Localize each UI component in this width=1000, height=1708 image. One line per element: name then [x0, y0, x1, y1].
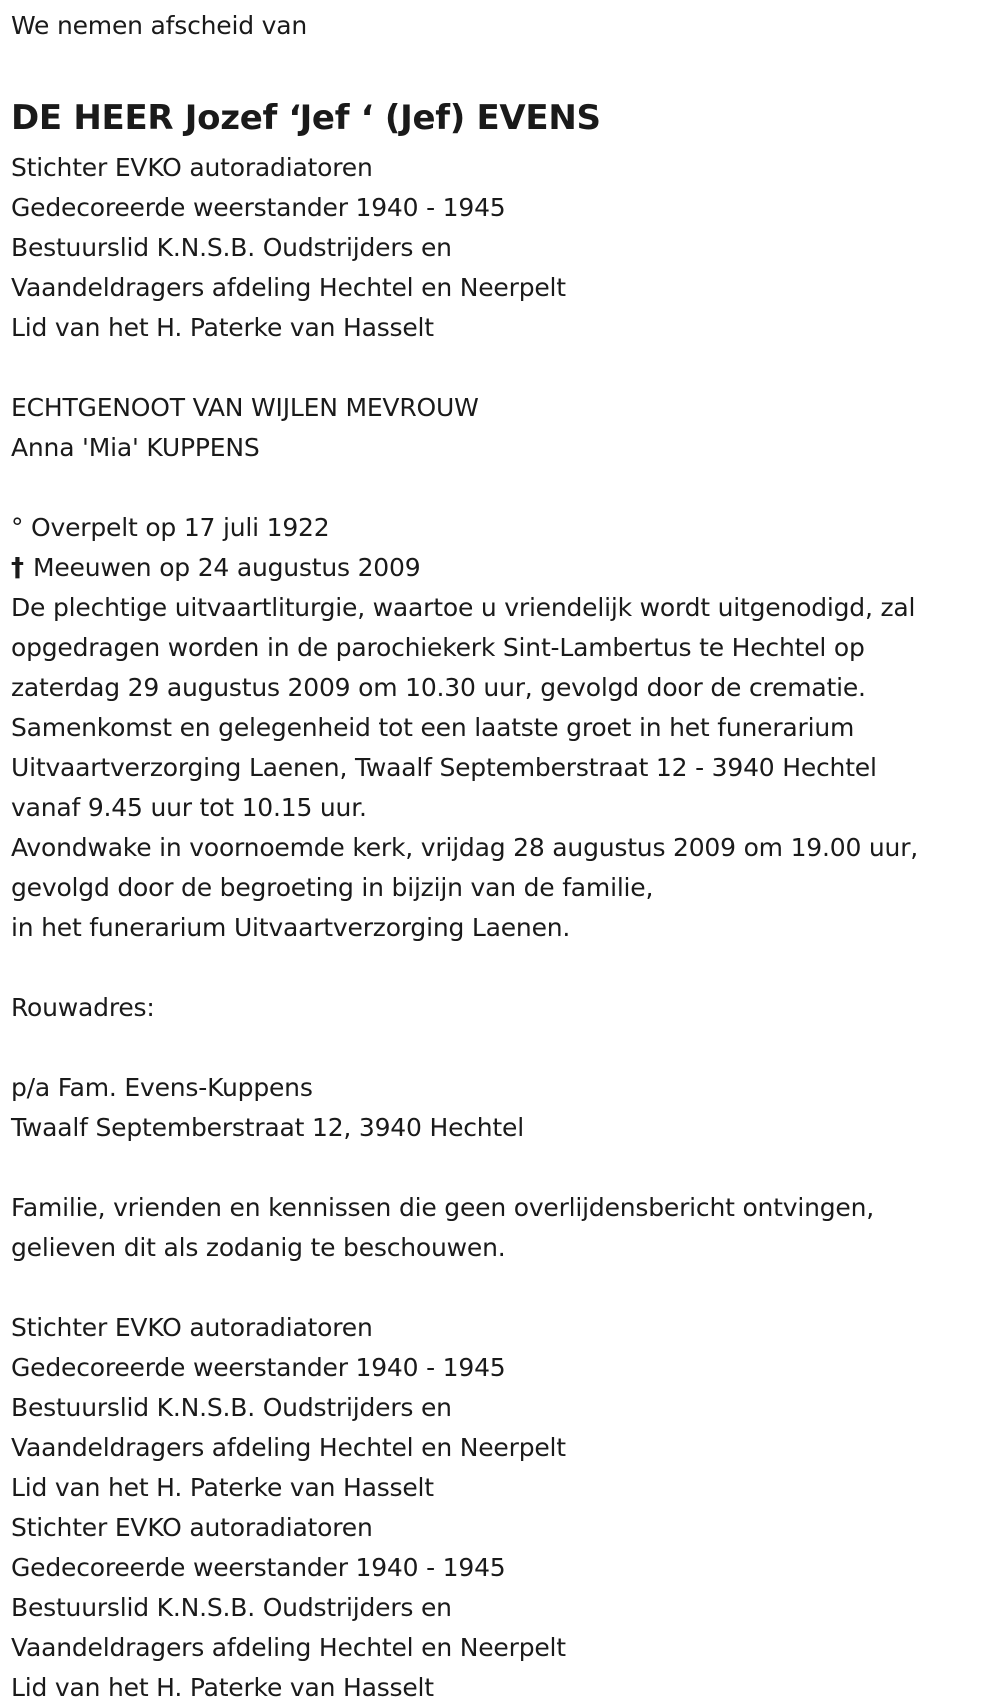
spouse-name: Anna 'Mia' KUPPENS	[11, 433, 260, 462]
title-line: Vaandeldragers afdeling Hechtel en Neerpelt	[11, 1433, 566, 1462]
spacer	[11, 1028, 992, 1068]
intro-text: We nemen afscheid van	[11, 11, 307, 40]
ceremony-line: in het funerarium Uitvaartverzorging Laenen.	[11, 913, 571, 942]
address-label: Rouwadres:	[11, 993, 155, 1022]
title-line: Gedecoreerde weerstander 1940 - 1945	[11, 1553, 506, 1582]
ceremony-line: opgedragen worden in de parochiekerk Sint-Lambertus te Hechtel op	[11, 633, 865, 662]
title-line: Stichter EVKO autoradiatoren	[11, 1513, 373, 1542]
title-line: Lid van het H. Paterke van Hasselt	[11, 1473, 434, 1502]
title-line: Lid van het H. Paterke van Hasselt	[11, 313, 434, 342]
title-line: Bestuurslid K.N.S.B. Oudstrijders en	[11, 1393, 452, 1422]
spacer	[11, 948, 992, 988]
title-line: Gedecoreerde weerstander 1940 - 1945	[11, 193, 506, 222]
death-text: Meeuwen op 24 augustus 2009	[33, 553, 421, 582]
title-line: Vaandeldragers afdeling Hechtel en Neerpelt	[11, 1633, 566, 1662]
title-line: Gedecoreerde weerstander 1940 - 1945	[11, 1353, 506, 1382]
address-line: Twaalf Septemberstraat 12, 3940 Hechtel	[11, 1113, 524, 1142]
ceremony-line: zaterdag 29 augustus 2009 om 10.30 uur, gevolgd door de crematie.	[11, 673, 866, 702]
obituary-notice	[11, 6, 992, 1708]
birth-line: ° Overpelt op 17 juli 1922	[11, 513, 330, 542]
titles-block	[11, 148, 992, 348]
spacer	[11, 1148, 992, 1188]
notice-line: gelieven dit als zodanig te beschouwen.	[11, 1233, 506, 1262]
title-line: Bestuurslid K.N.S.B. Oudstrijders en	[11, 233, 452, 262]
spacer	[11, 46, 992, 94]
ceremony-line: Samenkomst en gelegenheid tot een laatste groet in het funerarium	[11, 713, 855, 742]
ceremony-line: gevolgd door de begroeting in bijzijn van de familie,	[11, 873, 654, 902]
title-line: Bestuurslid K.N.S.B. Oudstrijders en	[11, 1593, 452, 1622]
spouse-block	[11, 388, 992, 468]
cross-icon: †	[11, 553, 24, 583]
title-line: Stichter EVKO autoradiatoren	[11, 153, 373, 182]
ceremony-line: vanaf 9.45 uur tot 10.15 uur.	[11, 793, 367, 822]
title-line: Vaandeldragers afdeling Hechtel en Neerpelt	[11, 273, 566, 302]
notice-line: Familie, vrienden en kennissen die geen overlijdensbericht ontvingen,	[11, 1193, 875, 1222]
title-line: Stichter EVKO autoradiatoren	[11, 1313, 373, 1342]
title-line: Lid van het H. Paterke van Hasselt	[11, 1673, 434, 1702]
deceased-name: DE HEER Jozef ‘Jef ‘ (Jef) EVENS	[11, 98, 601, 138]
ceremony-line: De plechtige uitvaartliturgie, waartoe u vriendelijk wordt uitgenodigd, zal	[11, 593, 916, 622]
death-line	[11, 548, 992, 588]
spacer	[11, 348, 992, 388]
address-block	[11, 1068, 992, 1148]
spacer	[11, 468, 992, 508]
titles-repeat-block	[11, 1308, 992, 1708]
ceremony-line: Uitvaartverzorging Laenen, Twaalf Septemberstraat 12 - 3940 Hechtel	[11, 753, 877, 782]
ceremony-line: Avondwake in voornoemde kerk, vrijdag 28 augustus 2009 om 19.00 uur,	[11, 833, 919, 862]
spouse-label: ECHTGENOOT VAN WIJLEN MEVROUW	[11, 393, 479, 422]
ceremony-block	[11, 588, 992, 948]
spacer	[11, 1268, 992, 1308]
notice-block	[11, 1188, 992, 1268]
address-line: p/a Fam. Evens-Kuppens	[11, 1073, 313, 1102]
